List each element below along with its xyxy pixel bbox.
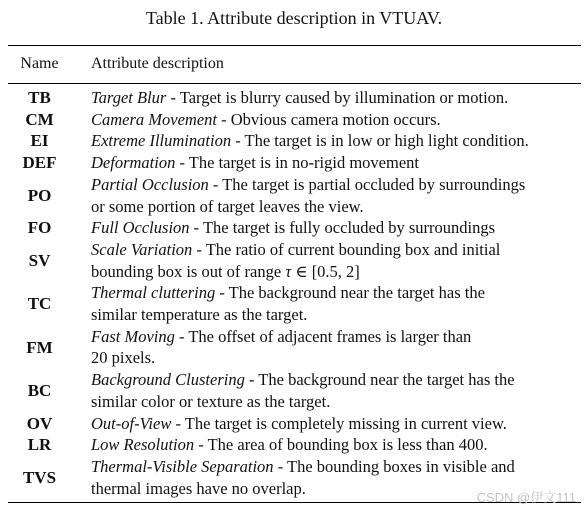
row-description (71, 434, 581, 456)
row-code: SV (28, 250, 51, 270)
row-code: DEF (22, 153, 57, 173)
element-of-symbol: ∈ (291, 261, 312, 281)
table-header-rule (8, 83, 581, 84)
row-description-continuation: similar temperature as the target. (91, 305, 308, 325)
row-code: TVS (22, 467, 57, 487)
row-description-text: - The target is in no-rigid movement (175, 153, 419, 173)
row-description (71, 413, 581, 435)
row-description-text: - Obvious camera motion occurs. (217, 109, 441, 129)
row-description-continuation: similar color or texture as the target. (91, 391, 331, 411)
row-attribute-name: Thermal cluttering (91, 283, 216, 303)
table-row (8, 109, 581, 131)
row-description (71, 282, 581, 325)
row-attribute-name: Target Blur (91, 88, 167, 107)
row-description-text: - The background near the target has the (215, 283, 485, 303)
row-code: CM (25, 109, 54, 129)
row-description-text: - The bounding boxes in visible and (273, 456, 515, 476)
table-body (8, 87, 581, 499)
row-description (71, 369, 581, 412)
row-code: FO (27, 218, 52, 238)
table-caption: Table 1. Attribute description in VTUAV. (145, 8, 443, 28)
row-code: OV (26, 413, 53, 433)
attribute-table (8, 45, 581, 503)
row-attribute-name: Camera Movement (91, 109, 218, 129)
row-description-text: - The offset of adjacent frames is larger than (174, 326, 472, 346)
table-row (8, 87, 581, 109)
table-row (8, 239, 581, 282)
row-code: TC (27, 294, 52, 314)
row-description (71, 109, 581, 131)
row-description-continuation: thermal images have no overlap. (91, 478, 306, 498)
row-attribute-name: Thermal-Visible Separation (91, 456, 274, 476)
row-attribute-name: Full Occlusion (91, 218, 190, 238)
row-description (71, 87, 581, 109)
row-code: FM (26, 337, 53, 357)
row-attribute-name: Deformation (91, 153, 176, 173)
header-name: Name (20, 54, 59, 72)
row-description-text: - The target is in low or high light condition. (231, 131, 529, 151)
row-code: TB (28, 88, 51, 107)
table-row (8, 152, 581, 174)
table-header-row (8, 46, 581, 81)
row-description-text: - The target is completely missing in current view. (171, 413, 507, 433)
row-description-continuation: bounding box is out of range (91, 261, 286, 281)
row-description-text: - The target is partial occluded by surroundings (208, 174, 526, 194)
row-code: EI (30, 131, 49, 151)
row-description-text: - The ratio of current bounding box and initial (192, 239, 501, 259)
row-description (71, 152, 581, 174)
table-row (8, 282, 581, 325)
row-code: BC (27, 380, 52, 400)
row-description-continuation: 20 pixels. (91, 348, 156, 368)
row-description-text: - The area of bounding box is less than 400. (194, 435, 488, 455)
watermark: CSDN @伊文111 (476, 490, 576, 505)
table-row (8, 217, 581, 239)
row-attribute-name: Out-of-View (91, 413, 172, 433)
row-attribute-name: Fast Moving (91, 326, 175, 346)
row-attribute-name: Low Resolution (91, 435, 195, 455)
table-row (8, 326, 581, 369)
table-row (8, 413, 581, 435)
row-description (71, 326, 581, 369)
row-description-text: - The target is fully occluded by surroundings (189, 218, 496, 238)
row-description-text: - Target is blurry caused by illumination or motion. (166, 88, 509, 107)
table-row (8, 130, 581, 152)
row-attribute-name: Scale Variation (91, 239, 193, 259)
row-attribute-name: Extreme Illumination (91, 131, 232, 151)
table-row (8, 174, 581, 217)
header-description: Attribute description (91, 54, 224, 72)
row-code: PO (27, 185, 52, 205)
table-row (8, 369, 581, 412)
row-description (71, 130, 581, 152)
range-interval: [0.5, 2] (311, 261, 360, 281)
row-code: LR (27, 435, 52, 455)
tau-symbol: τ (285, 261, 292, 281)
row-description-continuation: or some portion of target leaves the view. (91, 196, 364, 216)
row-description (71, 217, 581, 239)
table-row (8, 434, 581, 456)
row-description (71, 174, 581, 217)
row-attribute-name: Partial Occlusion (91, 174, 209, 194)
row-description-text: - The background near the target has the (244, 370, 515, 390)
row-attribute-name: Background Clustering (91, 370, 245, 390)
row-description (71, 239, 581, 282)
